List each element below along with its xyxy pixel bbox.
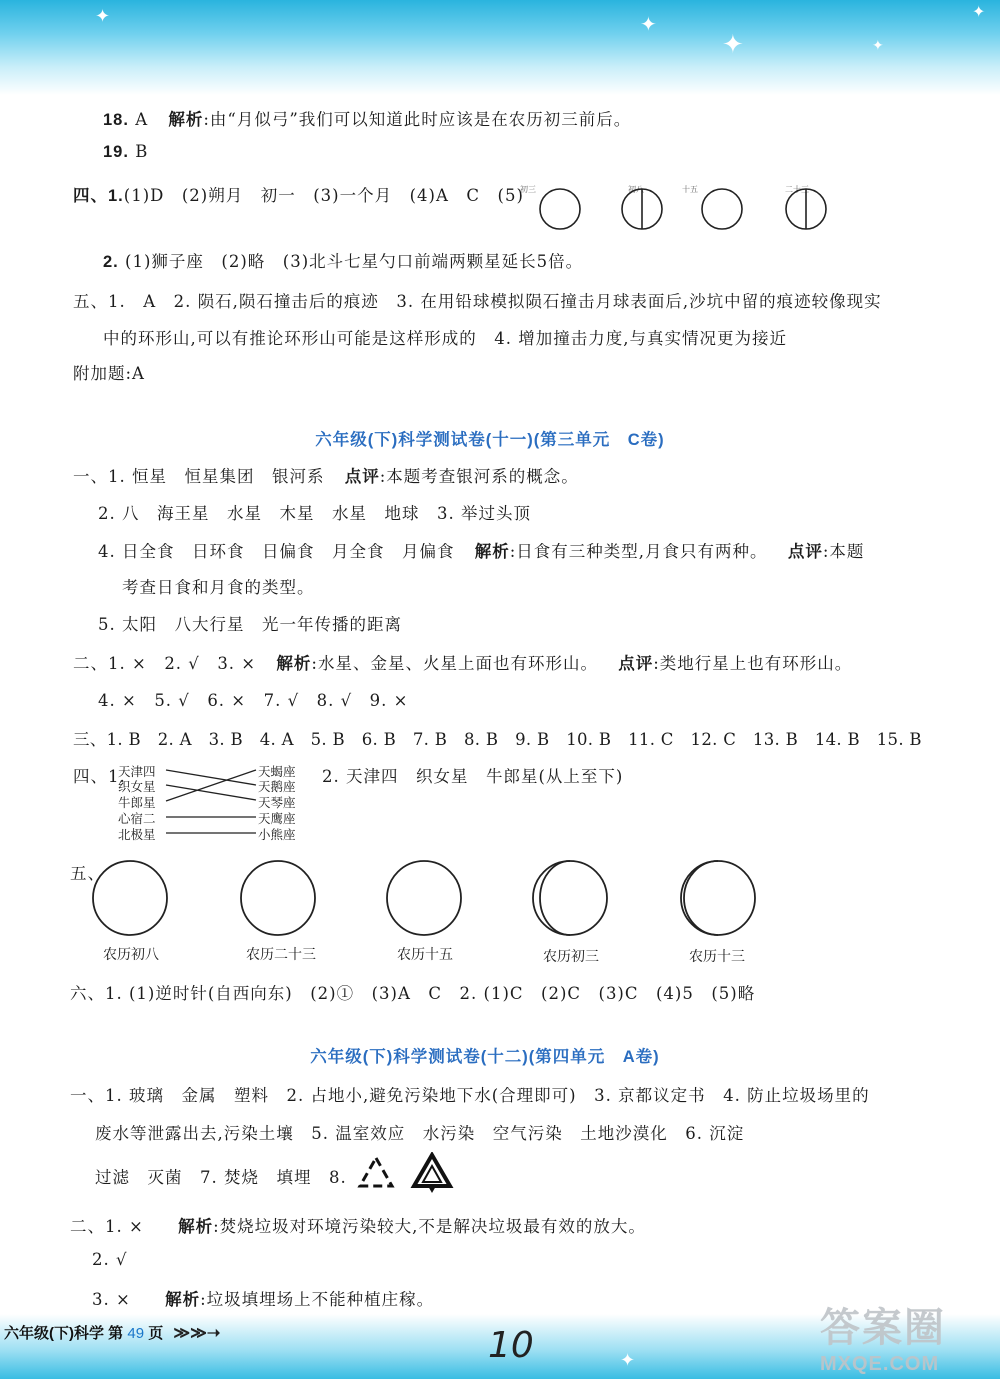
t12-line-1-2: 废水等泄露出去,污染土壤 5. 温室效应 水污染 空气污染 土地沙漠化 6. 沉淀 [95, 1124, 745, 1143]
moon-circle [702, 189, 742, 229]
analysis-text: :水星、金星、火星上面也有环形山。 [311, 654, 598, 673]
star-constellation-matching [118, 762, 318, 842]
moon-label: 农历十三 [689, 949, 745, 965]
moon-phase-answer-drawings [80, 858, 780, 948]
t12-line-1-3: 过滤 灭菌 7. 焚烧 填埋 8. [95, 1168, 347, 1187]
question-number: 18. [103, 111, 129, 129]
answer-text: 4. 日全食 日环食 日偏食 月全食 月偏食 [98, 542, 455, 561]
analysis-text: :由“月似弓”我们可以知道此时应该是在农历初三前后。 [203, 110, 632, 129]
footer-grade: 六年级(下)科学 [4, 1325, 104, 1342]
answer-line-19 [103, 142, 148, 162]
analysis-label: 解析 [178, 1218, 214, 1236]
watermark-logo-text: 答案圈 [820, 1306, 946, 1350]
answer-text: (1)D (2)朔月 初一 (3)一个月 (4)A C (5) [123, 186, 524, 205]
constellation-label: 天鹰座 [258, 811, 296, 826]
footer-page-suffix: 页 [148, 1325, 164, 1342]
question-number: 19. [103, 143, 129, 161]
t11-line-2-1 [73, 650, 852, 674]
sparkle-icon: ✦ [95, 6, 111, 27]
sparkle-icon: ✦ [972, 2, 986, 21]
answer-line-4-2 [103, 248, 583, 272]
t12-line-1-1: 一、1. 玻璃 金属 塑料 2. 占地小,避免污染地下水(合理即可) 3. 京都议定书 4. 防止垃圾场里的 [70, 1086, 870, 1105]
comment-label: 点评 [618, 655, 654, 673]
t11-line-4-2: 2. 天津四 织女星 牛郎星(从上至下) [322, 767, 624, 786]
moon-circle [241, 861, 315, 935]
page-number: 49 [127, 1325, 145, 1342]
sparkle-icon: ✦ [722, 30, 744, 60]
handwritten-number: 10 [488, 1325, 534, 1366]
comment-text: :本题考查银河系的概念。 [379, 467, 579, 486]
page-footer [4, 1322, 220, 1343]
t12-line-2-1 [70, 1213, 646, 1237]
moon-label: 农历初三 [543, 949, 599, 965]
section-number: 四、1. [73, 187, 124, 205]
answer-text: 二、1. × 2. √ 3. × [73, 654, 257, 673]
answer-line-4-1 [73, 182, 524, 206]
analysis-label: 解析 [276, 655, 312, 673]
t12-line-2-2: 2. √ [92, 1250, 128, 1269]
constellation-label: 小熊座 [258, 827, 296, 842]
constellation-label: 天蝎座 [258, 764, 296, 779]
star-label: 织女星 [118, 779, 156, 794]
answer: B [135, 142, 149, 161]
watermark-url: MXQE.COM [820, 1353, 940, 1375]
analysis-text: :焚烧垃圾对环境污染较大,不是解决垃圾最有效的放大。 [213, 1217, 646, 1236]
matching-lines [118, 762, 318, 842]
t11-line-1-4: 考查日食和月食的类型。 [122, 578, 315, 597]
extra-answer: :A [125, 364, 145, 383]
moon-label: 农历初八 [103, 947, 159, 963]
recycle-arrows-icon [410, 1152, 454, 1194]
moon-phase-tiny-label: 初三 [520, 185, 536, 194]
t11-line-1-5: 5. 太阳 八大行星 光一年传播的距离 [98, 615, 402, 634]
sparkle-icon: ✦ [872, 38, 884, 54]
analysis-text: :日食有三种类型,月食只有两种。 [509, 542, 768, 561]
star-label: 心宿二 [118, 811, 156, 826]
recycle-icon [356, 1155, 396, 1191]
t11-line-1-2: 2. 八 海王星 水星 木星 水星 地球 3. 举过头顶 [98, 504, 531, 523]
comment-label: 点评 [787, 543, 823, 561]
moon-circle [540, 189, 580, 229]
watermark [820, 1296, 995, 1376]
analysis-label: 解析 [474, 543, 510, 561]
t11-section-4-number: 四、1. [73, 767, 126, 786]
constellation-label: 天鹅座 [258, 779, 296, 794]
star-label: 牛郎星 [118, 795, 156, 810]
moon-phase-drawings [530, 185, 840, 233]
answer-line-5-1: 五、1. A 2. 陨石,陨石撞击后的痕迹 3. 在用铅球模拟陨石撞击月球表面后,沙坑中留的痕迹较像现实 [73, 292, 882, 311]
t11-line-1-1 [73, 463, 579, 487]
moon-phase-tiny-label: 初八 [628, 185, 644, 194]
moon-circle [387, 861, 461, 935]
comment-text: :本题 [822, 542, 865, 561]
moon-phase-tiny-label: 十五 [682, 185, 698, 194]
comment-label: 点评 [344, 468, 380, 486]
moon-crescent [684, 861, 718, 935]
answer-text: 一、1. 恒星 恒星集团 银河系 [73, 467, 325, 486]
arrow-decor-icon: ≫≫➝ [173, 1325, 221, 1342]
sparkle-icon: ✦ [620, 1350, 636, 1371]
answer-line-18 [103, 106, 631, 130]
t11-line-3: 三、1. B 2. A 3. B 4. A 5. B 6. B 7. B 8. B 9. B 10. B 11. C 12. C 13. B 14. B 15. B [73, 730, 922, 749]
analysis-label: 解析 [168, 111, 204, 129]
t11-line-6: 六、1. (1)逆时针(自西向东) (2)① (3)A C 2. (1)C (2)C (3)C (4)5 (5)略 [70, 984, 756, 1003]
t11-line-2-2: 4. × 5. √ 6. × 7. √ 8. √ 9. × [98, 691, 409, 710]
t12-line-2-3 [92, 1286, 434, 1310]
analysis-label: 解析 [165, 1291, 201, 1309]
question-number: 2. [103, 253, 119, 271]
moon-label: 农历十五 [397, 947, 453, 963]
t11-section-5-number: 五、 [70, 864, 105, 883]
answer-text: (1)狮子座 (2)略 (3)北斗七星勺口前端两颗星延长5倍。 [125, 252, 584, 271]
moon-label: 农历二十三 [246, 947, 316, 963]
sparkle-icon: ✦ [640, 12, 657, 36]
constellation-label: 天琴座 [258, 795, 296, 810]
t11-line-1-3 [98, 538, 864, 562]
star-label: 北极星 [118, 827, 156, 842]
top-decor-band [0, 0, 1000, 95]
test-11-title: 六年级(下)科学测试卷(十一)(第三单元 C卷) [315, 431, 665, 449]
moon-circle [681, 861, 755, 935]
analysis-text: :垃圾填埋场上不能种植庄稼。 [200, 1290, 435, 1309]
answer-line-5-2: 中的环形山,可以有推论环形山可能是这样形成的 4. 增加撞击力度,与真实情况更为接近 [103, 329, 787, 348]
test-12-title: 六年级(下)科学测试卷(十二)(第四单元 A卷) [310, 1048, 660, 1066]
answer-text: 3. × [92, 1290, 131, 1309]
moon-circle [533, 861, 607, 935]
moon-phase-tiny-label: 二十三 [785, 185, 809, 194]
extra-label: 附加题 [73, 364, 126, 383]
extra-question-line [73, 360, 145, 384]
answer: A [135, 110, 149, 129]
moon-circle [93, 861, 167, 935]
footer-page-prefix: 第 [108, 1325, 124, 1342]
answer-text: 二、1. × [70, 1217, 144, 1236]
comment-text: :类地行星上也有环形山。 [653, 654, 853, 673]
star-label: 天津四 [118, 764, 156, 779]
